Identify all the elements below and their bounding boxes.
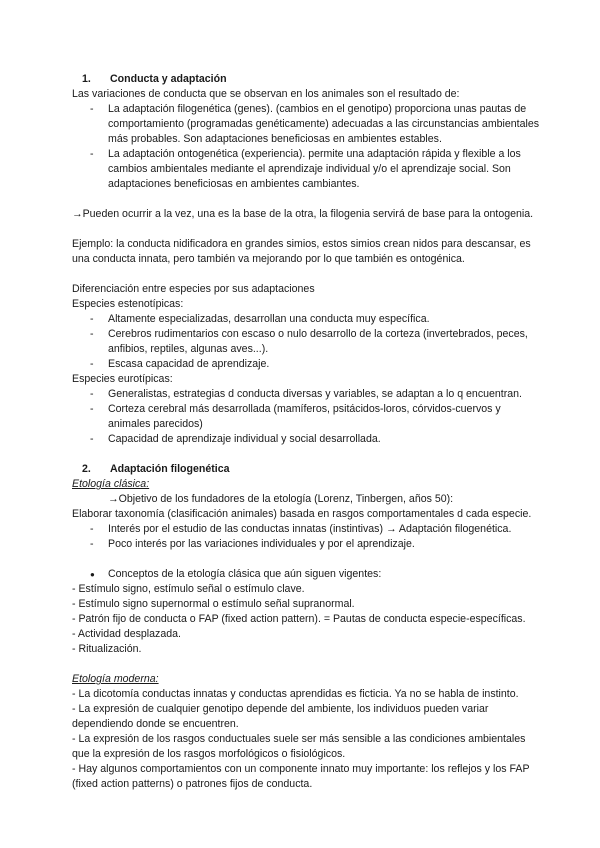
example-paragraph: Ejemplo: la conducta nidificadora en grandes simios, estos simios crean nidos para descansar, es una conducta innata, pero también va mejorando por lo que también es ontogénica. [72, 238, 531, 265]
objetivo-line: →Objetivo de los fundadores de la etología (Lorenz, Tinbergen, años 50): [108, 493, 454, 505]
esteno-list [72, 312, 540, 372]
moderna-line: - La dicotomía conductas innatas y conductas aprendidas es ficticia. Ya no se habla de instinto. [72, 688, 519, 700]
section2-title: Adaptación filogenética [110, 463, 230, 475]
list-item: - Interés por el estudio de las conductas innatas (instintivas) → Adaptación filogenética. [72, 522, 540, 537]
diff-title: Diferenciación entre especies por sus adaptaciones [72, 283, 315, 295]
list-item: - Poco interés por las variaciones individuales y por el aprendizaje. [72, 537, 540, 552]
clasica-list [72, 522, 540, 552]
moderna-line: - La expresión de los rasgos conductuales suele ser más sensible a las condiciones ambientales que la expresión de los rasgos morfológicos o fisiológicos. [72, 733, 526, 760]
moderna-title: Etología moderna: [72, 673, 159, 685]
section1-title: Conducta y adaptación [110, 73, 227, 85]
conceptos-title: ● Conceptos de la etología clásica que aún siguen vigentes: [72, 567, 540, 582]
section2-number: 2. [82, 463, 91, 475]
elaborar-line: Elaborar taxonomía (clasificación animales) basada en rasgos comportamentales d cada especie. [72, 508, 532, 520]
list-item: - Capacidad de aprendizaje individual y social desarrollada. [72, 432, 540, 447]
euri-title: Especies eurotípicas: [72, 373, 173, 385]
esteno-title: Especies estenotípicas: [72, 298, 184, 310]
euri-list [72, 387, 540, 447]
concepto-line: - Actividad desplazada. [72, 628, 181, 640]
list-item: - La adaptación filogenética (genes). (cambios en el genotipo) proporciona unas pautas de comportamiento (programadas genéticamente) adecuadas a las circunstancias ambientales más probables. Son adaptaciones beneficiosas en ambientes estables. [72, 102, 540, 147]
concepto-line: - Patrón fijo de conducta o FAP (fixed action pattern). = Pautas de conducta especie-específicas. [72, 613, 526, 625]
list-item: - Cerebros rudimentarios con escaso o nulo desarrollo de la corteza (invertebrados, peces, anfibios, reptiles, algunas aves...). [72, 327, 540, 357]
section1-number: 1. [82, 73, 91, 85]
clasica-title: Etología clásica: [72, 478, 150, 490]
section1-intro: Las variaciones de conducta que se observan en los animales son el resultado de: [72, 88, 460, 100]
list-item: - La adaptación ontogenética (experiencia). permite una adaptación rápida y flexible a los cambios ambientales mediante el aprendizaje individual y/o el aprendizaje social. Son adaptaciones beneficiosas en ambientes cambiantes. [72, 147, 540, 192]
concepto-line: - Estímulo signo supernormal o estímulo señal supranormal. [72, 598, 355, 610]
moderna-line: - Hay algunos comportamientos con un componente innato muy importante: los reflejos y los FAP (fixed action patterns) o patrones fijos de conducta. [72, 763, 530, 790]
list-item: - Altamente especializadas, desarrollan una conducta muy específica. [72, 312, 540, 327]
arrow-note: →Pueden ocurrir a la vez, una es la base de la otra, la filogenia servirá de base para la ontogenia. [72, 208, 534, 220]
list-item: - Corteza cerebral más desarrollada (mamíferos, psitácidos-loros, córvidos-cuervos y animales parecidos) [72, 402, 540, 432]
section1-heading [72, 72, 540, 87]
list-item: - Generalistas, estrategias d conducta diversas y variables, se adaptan a lo q encuentran. [72, 387, 540, 402]
list-item: - Escasa capacidad de aprendizaje. [72, 357, 540, 372]
document-page [72, 72, 540, 792]
concepto-line: - Ritualización. [72, 643, 142, 655]
conceptos-heading-list [72, 567, 540, 582]
concepto-line: - Estímulo signo, estímulo señal o estímulo clave. [72, 583, 305, 595]
section2-heading [72, 462, 540, 477]
moderna-line: - La expresión de cualquier genotipo depende del ambiente, los individuos pueden variar dependiendo donde se encuentren. [72, 703, 489, 730]
section1-bullets [72, 102, 540, 192]
